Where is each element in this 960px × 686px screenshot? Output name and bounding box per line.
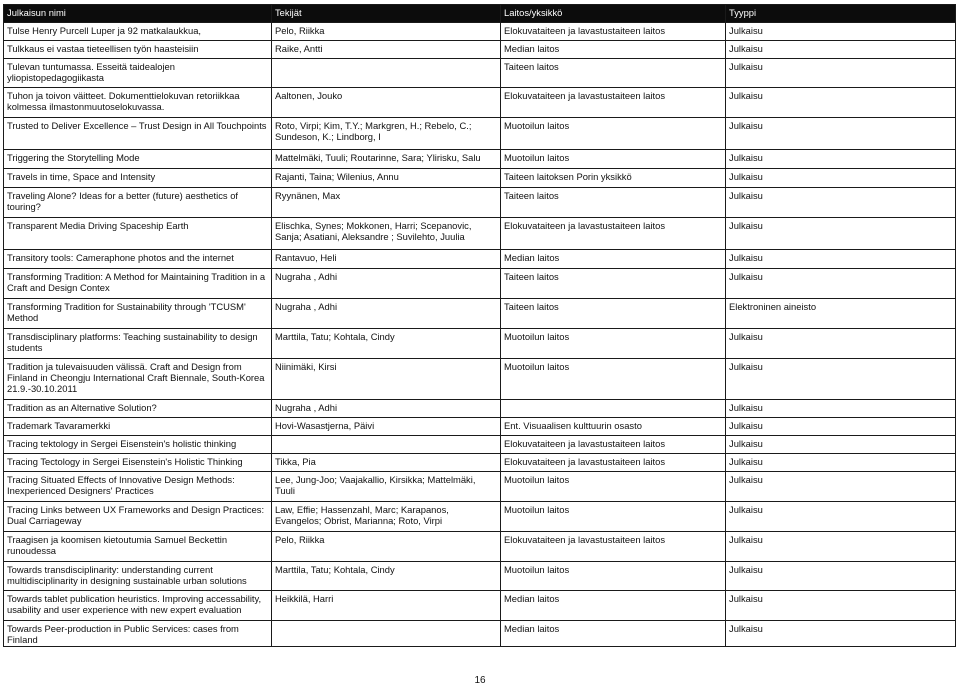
cell-title: Tracing tektology in Sergei Eisenstein's holistic thinking	[4, 436, 272, 454]
cell-authors: Hovi-Wasastjerna, Päivi	[272, 418, 501, 436]
cell-title: Transparent Media Driving Spaceship Earth	[4, 218, 272, 250]
cell-authors: Marttila, Tatu; Kohtala, Cindy	[272, 329, 501, 359]
cell-type: Julkaisu	[726, 23, 956, 41]
cell-authors	[272, 436, 501, 454]
cell-type: Julkaisu	[726, 562, 956, 591]
publication-table	[3, 4, 956, 647]
cell-unit: Taiteen laitos	[501, 59, 726, 88]
cell-title: Trademark Tavaramerkki	[4, 418, 272, 436]
cell-authors: Nugraha , Adhi	[272, 269, 501, 299]
table-body	[4, 23, 956, 647]
table-row	[4, 150, 956, 169]
cell-type: Julkaisu	[726, 41, 956, 59]
header-unit: Laitos/yksikkö	[501, 5, 726, 23]
cell-authors: Roto, Virpi; Kim, T.Y.; Markgren, H.; Rebelo, C.; Sundeson, K.; Lindborg, I	[272, 118, 501, 150]
table-row	[4, 591, 956, 621]
cell-type: Julkaisu	[726, 88, 956, 118]
cell-type: Julkaisu	[726, 418, 956, 436]
table-row	[4, 436, 956, 454]
cell-unit: Taiteen laitos	[501, 299, 726, 329]
cell-type: Julkaisu	[726, 169, 956, 188]
cell-type: Julkaisu	[726, 532, 956, 562]
cell-unit: Muotoilun laitos	[501, 359, 726, 400]
cell-title: Transforming Tradition: A Method for Maintaining Tradition in a Craft and Design Contex	[4, 269, 272, 299]
cell-unit: Elokuvataiteen ja lavastustaiteen laitos	[501, 454, 726, 472]
table-row	[4, 532, 956, 562]
cell-type: Julkaisu	[726, 218, 956, 250]
cell-unit	[501, 400, 726, 418]
cell-unit: Muotoilun laitos	[501, 472, 726, 502]
table-header-row	[4, 5, 956, 23]
cell-authors: Marttila, Tatu; Kohtala, Cindy	[272, 562, 501, 591]
table-row	[4, 454, 956, 472]
cell-authors: Elischka, Synes; Mokkonen, Harri; Scepanovic, Sanja; Asatiani, Aleksandre ; Suvilehto, Juulia	[272, 218, 501, 250]
cell-unit: Ent. Visuaalisen kulttuurin osasto	[501, 418, 726, 436]
cell-type: Julkaisu	[726, 472, 956, 502]
cell-authors: Raike, Antti	[272, 41, 501, 59]
cell-type: Julkaisu	[726, 436, 956, 454]
cell-type: Elektroninen aineisto	[726, 299, 956, 329]
table-row	[4, 269, 956, 299]
table-row	[4, 418, 956, 436]
cell-unit: Taiteen laitoksen Porin yksikkö	[501, 169, 726, 188]
cell-title: Towards tablet publication heuristics. Improving accessability, usability and user experience with new expert evaluation	[4, 591, 272, 621]
cell-authors: Pelo, Riikka	[272, 532, 501, 562]
table-row	[4, 621, 956, 647]
cell-authors: Nugraha , Adhi	[272, 299, 501, 329]
cell-unit: Median laitos	[501, 621, 726, 647]
table-row	[4, 472, 956, 502]
cell-authors: Niinimäki, Kirsi	[272, 359, 501, 400]
cell-title: Towards Peer-production in Public Services: cases from Finland	[4, 621, 272, 647]
cell-unit: Muotoilun laitos	[501, 118, 726, 150]
publication-table-sheet	[3, 4, 955, 647]
cell-authors: Aaltonen, Jouko	[272, 88, 501, 118]
cell-title: Tulse Henry Purcell Luper ja 92 matkalaukkua,	[4, 23, 272, 41]
cell-unit: Elokuvataiteen ja lavastustaiteen laitos	[501, 218, 726, 250]
cell-title: Triggering the Storytelling Mode	[4, 150, 272, 169]
cell-type: Julkaisu	[726, 621, 956, 647]
table-row	[4, 400, 956, 418]
cell-title: Tulevan tuntumassa. Esseitä taidealojen yliopistopedagogiikasta	[4, 59, 272, 88]
cell-authors: Heikkilä, Harri	[272, 591, 501, 621]
cell-unit: Median laitos	[501, 250, 726, 269]
table-row	[4, 188, 956, 218]
cell-unit: Muotoilun laitos	[501, 150, 726, 169]
table-row	[4, 88, 956, 118]
cell-type: Julkaisu	[726, 118, 956, 150]
cell-authors: Rajanti, Taina; Wilenius, Annu	[272, 169, 501, 188]
cell-title: Travels in time, Space and Intensity	[4, 169, 272, 188]
cell-title: Towards transdisciplinarity: understanding current multidisciplinarity in designing sustainable urban solutions	[4, 562, 272, 591]
cell-type: Julkaisu	[726, 250, 956, 269]
cell-type: Julkaisu	[726, 59, 956, 88]
cell-authors: Nugraha , Adhi	[272, 400, 501, 418]
cell-type: Julkaisu	[726, 454, 956, 472]
cell-type: Julkaisu	[726, 188, 956, 218]
cell-title: Trusted to Deliver Excellence – Trust Design in All Touchpoints	[4, 118, 272, 150]
cell-unit: Muotoilun laitos	[501, 562, 726, 591]
cell-authors	[272, 621, 501, 647]
cell-title: Traagisen ja koomisen kietoutumia Samuel Beckettin runoudessa	[4, 532, 272, 562]
cell-authors: Mattelmäki, Tuuli; Routarinne, Sara; Ylirisku, Salu	[272, 150, 501, 169]
cell-title: Tradition as an Alternative Solution?	[4, 400, 272, 418]
cell-title: Transitory tools: Cameraphone photos and the internet	[4, 250, 272, 269]
cell-title: Tulkkaus ei vastaa tieteellisen työn haasteisiin	[4, 41, 272, 59]
cell-title: Transforming Tradition for Sustainability through 'TCUSM' Method	[4, 299, 272, 329]
cell-unit: Elokuvataiteen ja lavastustaiteen laitos	[501, 88, 726, 118]
cell-title: Tradition ja tulevaisuuden välissä. Craft and Design from Finland in Cheongju International Craft Biennale, South-Korea 21.9.-30.10.2011	[4, 359, 272, 400]
table-row	[4, 359, 956, 400]
cell-type: Julkaisu	[726, 400, 956, 418]
cell-authors: Ryynänen, Max	[272, 188, 501, 218]
table-row	[4, 250, 956, 269]
table-row	[4, 502, 956, 532]
cell-unit: Median laitos	[501, 41, 726, 59]
cell-type: Julkaisu	[726, 329, 956, 359]
cell-authors: Law, Effie; Hassenzahl, Marc; Karapanos, Evangelos; Obrist, Marianna; Roto, Virpi	[272, 502, 501, 532]
header-type: Tyyppi	[726, 5, 956, 23]
cell-authors: Rantavuo, Heli	[272, 250, 501, 269]
cell-title: Traveling Alone? Ideas for a better (future) aesthetics of touring?	[4, 188, 272, 218]
cell-authors	[272, 59, 501, 88]
cell-type: Julkaisu	[726, 502, 956, 532]
cell-type: Julkaisu	[726, 269, 956, 299]
table-row	[4, 23, 956, 41]
page-number: 16	[474, 675, 486, 686]
cell-unit: Muotoilun laitos	[501, 502, 726, 532]
table-row	[4, 299, 956, 329]
cell-title: Tracing Tectology in Sergei Eisenstein's Holistic Thinking	[4, 454, 272, 472]
table-row	[4, 169, 956, 188]
cell-title: Transdisciplinary platforms: Teaching sustainability to design students	[4, 329, 272, 359]
cell-title: Tracing Situated Effects of Innovative Design Methods: Inexperienced Designers' Practices	[4, 472, 272, 502]
cell-type: Julkaisu	[726, 591, 956, 621]
table-row	[4, 218, 956, 250]
table-row	[4, 118, 956, 150]
cell-type: Julkaisu	[726, 150, 956, 169]
table-row	[4, 59, 956, 88]
cell-unit: Median laitos	[501, 591, 726, 621]
cell-title: Tuhon ja toivon väitteet. Dokumenttielokuvan retoriikkaa kolmessa ilmastonmuutoselokuvassa.	[4, 88, 272, 118]
cell-title: Tracing Links between UX Frameworks and Design Practices: Dual Carriageway	[4, 502, 272, 532]
cell-unit: Elokuvataiteen ja lavastustaiteen laitos	[501, 23, 726, 41]
cell-unit: Taiteen laitos	[501, 269, 726, 299]
cell-unit: Muotoilun laitos	[501, 329, 726, 359]
header-title: Julkaisun nimi	[4, 5, 272, 23]
cell-type: Julkaisu	[726, 359, 956, 400]
cell-unit: Elokuvataiteen ja lavastustaiteen laitos	[501, 532, 726, 562]
cell-unit: Elokuvataiteen ja lavastustaiteen laitos	[501, 436, 726, 454]
table-row	[4, 562, 956, 591]
cell-authors: Tikka, Pia	[272, 454, 501, 472]
table-row	[4, 329, 956, 359]
header-authors: Tekijät	[272, 5, 501, 23]
cell-authors: Lee, Jung-Joo; Vaajakallio, Kirsikka; Mattelmäki, Tuuli	[272, 472, 501, 502]
table-row	[4, 41, 956, 59]
cell-authors: Pelo, Riikka	[272, 23, 501, 41]
cell-unit: Taiteen laitos	[501, 188, 726, 218]
